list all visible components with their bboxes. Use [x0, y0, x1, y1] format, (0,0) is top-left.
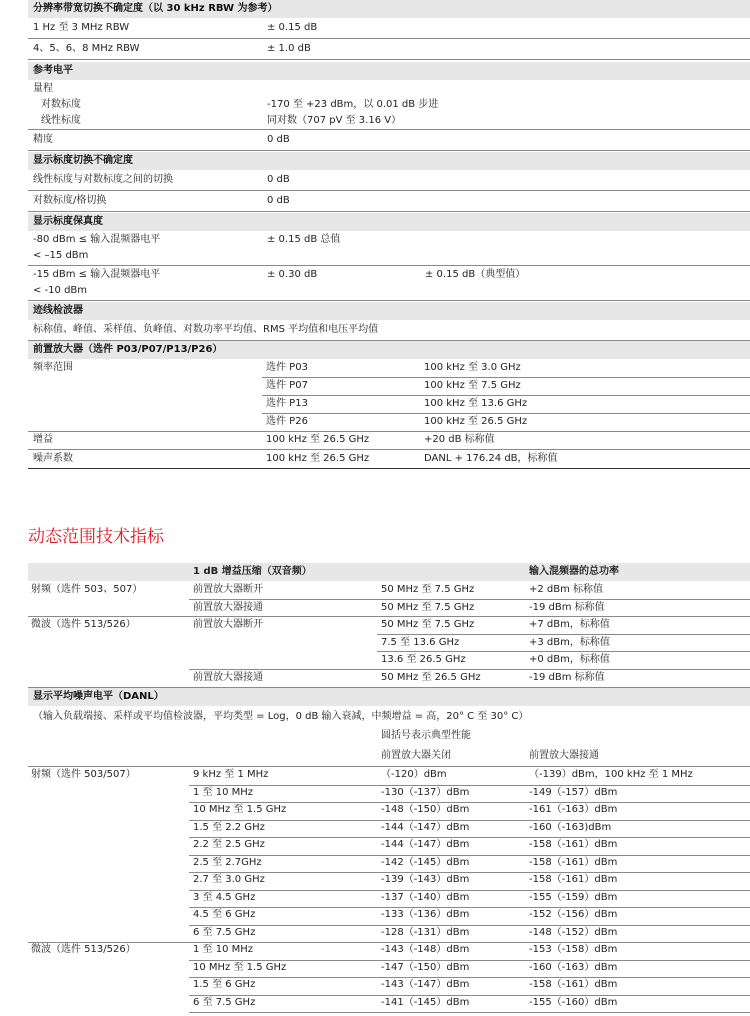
danl-freq: 2.7 至 3.0 GHz [193, 874, 265, 885]
danl-preamp-on: （-139）dBm，100 kHz 至 1 MHz [529, 769, 693, 780]
table-row [28, 942, 750, 960]
danl-freq: 6 至 7.5 GHz [193, 996, 256, 1008]
preamp-option: 选件 P26 [266, 416, 308, 427]
row-label: 1 Hz 至 3 MHz RBW [33, 22, 130, 33]
parentheses-note: 圆括号表示典型性能 [381, 730, 471, 741]
section-header-scale-switching: 显示标度切换不确定度 [28, 152, 750, 170]
table-row [28, 785, 750, 803]
danl-preamp-off: -147（-150）dBm [381, 961, 470, 973]
lin-scale-value: 同对数（707 pV 至 3.16 V） [267, 115, 402, 126]
group-label-rf: 射频（选件 503/507） [31, 769, 136, 780]
preamp-option-range: 100 kHz 至 3.0 GHz [424, 362, 521, 373]
table-row [28, 320, 750, 341]
table-row [28, 432, 750, 450]
danl-preamp-off: -142（-145）dBm [381, 856, 470, 868]
danl-preamp-on: -158（-161）dBm [529, 979, 618, 990]
group-label-mw: 微波（选件 513/526） [31, 944, 136, 955]
group-label-rf: 射频（选件 503、507） [31, 584, 143, 595]
row-value: 0 dB [267, 195, 290, 206]
gain-value: +20 dB 标称值 [424, 434, 495, 445]
row-value: ± 1.0 dB [267, 43, 311, 54]
log-scale-value: -170 至 +23 dBm，以 0.01 dB 步进 [267, 99, 439, 110]
section-header-display-fidelity: 显示标度保真度 [28, 213, 750, 231]
table-row [28, 130, 750, 151]
gain-range: 100 kHz 至 26.5 GHz [266, 434, 370, 445]
accuracy-label: 精度 [33, 134, 53, 145]
freq-range: 50 MHz 至 7.5 GHz [381, 602, 475, 613]
table-row [28, 191, 750, 212]
compression-header [28, 563, 750, 581]
table-row [28, 266, 750, 301]
section-header-danl: 显示平均噪声电平（DANL） [28, 688, 750, 706]
section-header-reference-level: 参考电平 [28, 62, 750, 80]
row-label: 对数标度/格切换 [33, 195, 107, 206]
table-row [28, 925, 750, 943]
danl-freq: 2.2 至 2.5 GHz [193, 839, 265, 850]
preamp-option-range: 100 kHz 至 26.5 GHz [424, 416, 528, 427]
freq-range: 50 MHz 至 26.5 GHz [381, 672, 481, 683]
danl-preamp-off: （-120）dBm [381, 769, 447, 780]
freq-range: 50 MHz 至 7.5 GHz [381, 584, 475, 595]
danl-preamp-on: -152（-156）dBm [529, 909, 618, 920]
section-header-trace-detectors: 迹线检波器 [28, 302, 750, 320]
danl-preamp-off: -148（-150）dBm [381, 804, 470, 815]
danl-freq: 3 至 4.5 GHz [193, 891, 256, 903]
table-row [28, 39, 750, 60]
danl-preamp-off: -143（-147）dBm [381, 979, 470, 990]
section-header-preamp: 前置放大器（选件 P03/P07/P13/P26） [28, 341, 750, 359]
compression-value: -19 dBm 标称值 [529, 672, 605, 683]
compression-value: +7 dBm，标称值 [529, 619, 610, 630]
danl-freq: 1 至 10 MHz [193, 786, 254, 798]
table-row [28, 890, 750, 908]
danl-preamp-off: -130（-137）dBm [381, 786, 470, 798]
preamp-state: 前置放大器断开 [193, 584, 263, 595]
danl-table [28, 767, 750, 1016]
table-row [28, 802, 750, 820]
group-label-mw: 微波（选件 513/526） [31, 619, 136, 630]
danl-preamp-on: -148（-152）dBm [529, 926, 618, 938]
row-value: ± 0.30 dB [267, 269, 318, 280]
danl-preamp-on: -155（-160）dBm [529, 996, 618, 1008]
danl-preamp-on: -149（-157）dBm [529, 786, 618, 798]
noise-figure-value: DANL + 176.24 dB，标称值 [424, 453, 558, 464]
freq-range: 13.6 至 26.5 GHz [381, 654, 466, 665]
table-row [28, 995, 750, 1013]
danl-preamp-on: -158（-161）dBm [529, 874, 618, 885]
danl-preamp-off: -139（-143）dBm [381, 874, 470, 885]
danl-preamp-on: -160（-163）dBm [529, 961, 618, 973]
detectors-text: 标称值、峰值、采样值、负峰值、对数功率平均值、RMS 平均值和电压平均值 [33, 324, 379, 335]
noise-figure-label: 噪声系数 [33, 453, 73, 464]
row-value: ± 0.15 dB [267, 22, 318, 33]
danl-freq: 10 MHz 至 1.5 GHz [193, 804, 287, 815]
preamp-option: 选件 P07 [266, 380, 308, 391]
range-label: 量程 [33, 83, 53, 94]
compression-value: +3 dBm，标称值 [529, 637, 610, 648]
danl-preamp-off: -128（-131）dBm [381, 926, 470, 938]
row-label: 4、5、6、8 MHz RBW [33, 43, 140, 54]
compression-value: +0 dBm，标称值 [529, 654, 610, 665]
row-typical: ± 0.15 dB（典型值） [425, 269, 526, 280]
danl-preamp-on: -155（-159）dBm [529, 891, 618, 903]
section-header-rbw-switching: 分辨率带宽切换不确定度（以 30 kHz RBW 为参考） [28, 0, 750, 18]
log-scale-label: 对数标度 [41, 99, 81, 110]
danl-preamp-on: -160（-163)dBm [529, 821, 612, 833]
danl-preamp-on: -161（-163）dBm [529, 804, 618, 815]
danl-freq: 2.5 至 2.7GHz [193, 856, 262, 868]
preamp-option: 选件 P03 [266, 362, 308, 373]
lin-scale-label: 线性标度 [41, 115, 81, 126]
row-label: -80 dBm ≤ 输入混频器电平 [33, 234, 161, 245]
danl-preamp-off: -143（-148）dBm [381, 944, 470, 955]
table-row [28, 855, 750, 873]
noise-figure-range: 100 kHz 至 26.5 GHz [266, 453, 370, 464]
danl-preamp-off: -144（-147）dBm [381, 821, 470, 833]
column-header-preamp-on: 前置放大器接通 [529, 750, 599, 761]
gain-label: 增益 [33, 434, 53, 445]
table-row [28, 170, 750, 191]
row-value: ± 0.15 dB 总值 [267, 234, 341, 245]
table-row [28, 450, 750, 469]
compression-table [28, 581, 750, 688]
freq-range: 7.5 至 13.6 GHz [381, 637, 460, 648]
danl-freq: 6 至 7.5 GHz [193, 926, 256, 938]
accuracy-value: 0 dB [267, 134, 290, 145]
danl-preamp-off: -137（-140）dBm [381, 891, 470, 903]
preamp-option-range: 100 kHz 至 7.5 GHz [424, 380, 521, 391]
danl-preamp-off: -144（-147）dBm [381, 839, 470, 850]
row-label-cont: < –15 dBm [33, 250, 89, 261]
table-row [28, 80, 750, 130]
compression-value: +2 dBm 标称值 [529, 584, 604, 595]
danl-freq: 10 MHz 至 1.5 GHz [193, 961, 287, 973]
preamp-option-range: 100 kHz 至 13.6 GHz [424, 398, 528, 409]
table-row [28, 907, 750, 925]
danl-preamp-on: -158（-161）dBm [529, 839, 618, 850]
row-value: 0 dB [267, 174, 290, 185]
freq-range-label: 频率范围 [33, 362, 73, 373]
table-row [28, 977, 750, 995]
danl-freq: 1.5 至 6 GHz [193, 979, 256, 990]
danl-freq: 9 kHz 至 1 MHz [193, 769, 269, 780]
preamp-state: 前置放大器接通 [193, 602, 263, 613]
row-label: -15 dBm ≤ 输入混频器电平 [33, 269, 161, 280]
dynamic-range-heading: 动态范围技术指标 [28, 527, 164, 547]
row-label-cont: < -10 dBm [33, 285, 88, 296]
danl-preamp-off: -141（-145）dBm [381, 996, 470, 1008]
column-header-preamp-off: 前置放大器关闭 [381, 750, 451, 761]
preamp-option: 选件 P13 [266, 398, 308, 409]
table-row [28, 231, 750, 266]
danl-note: （输入负载端接、采样或平均值检波器，平均类型 = Log，0 dB 输入衰减，中频增益 = 高，20° C 至 30° C） [33, 711, 529, 722]
danl-freq: 1.5 至 2.2 GHz [193, 821, 265, 833]
danl-freq: 4.5 至 6 GHz [193, 909, 256, 920]
preamp-state: 前置放大器断开 [193, 619, 263, 630]
freq-range: 50 MHz 至 7.5 GHz [381, 619, 475, 630]
danl-preamp-on: -158（-161）dBm [529, 856, 618, 868]
compression-value: -19 dBm 标称值 [529, 602, 605, 613]
table-row [28, 872, 750, 890]
danl-preamp-off: -133（-136）dBm [381, 909, 470, 920]
danl-preamp-on: -153（-158）dBm [529, 944, 618, 955]
compression-header-left: 1 dB 增益压缩（双音频） [193, 566, 312, 577]
table-row [28, 837, 750, 855]
table-row [28, 960, 750, 978]
table-row [28, 820, 750, 838]
table-row [28, 767, 750, 785]
preamp-freq-block [28, 359, 750, 432]
danl-freq: 1 至 10 MHz [193, 944, 254, 955]
table-row [28, 18, 750, 39]
compression-header-right: 输入混频器的总功率 [529, 566, 619, 577]
preamp-state: 前置放大器接通 [193, 672, 263, 683]
row-label: 线性标度与对数标度之间的切换 [33, 174, 173, 185]
